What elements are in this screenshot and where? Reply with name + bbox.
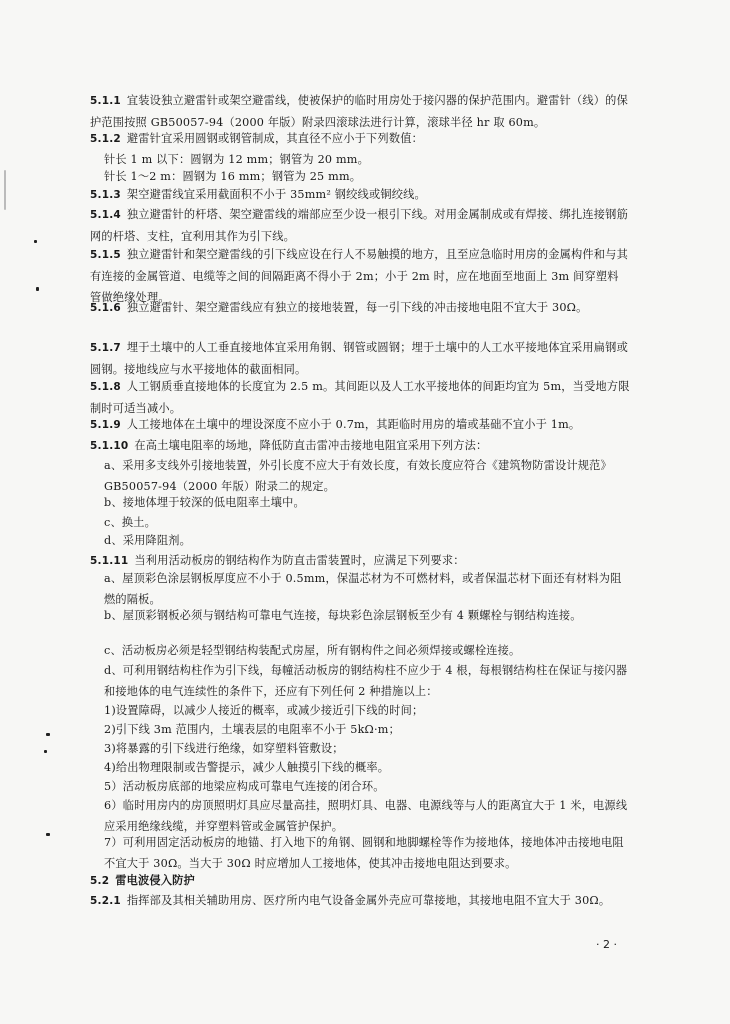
section-title: 雷电波侵入防护 xyxy=(115,873,195,887)
clause-number: 5.1.4 xyxy=(90,209,121,221)
clause-text: 3)将暴露的引下线进行绝缘，如穿塑料管敷设； xyxy=(104,742,344,755)
clause-item-b xyxy=(104,605,630,626)
clause-text: 针长 1～2 m：圆钢为 16 mm；钢管为 25 mm。 xyxy=(104,170,362,183)
clause-item-d xyxy=(104,660,630,702)
clause-text: c、活动板房必须是轻型钢结构装配式房屋，所有钢构件之间必须焊接或螺栓连接。 xyxy=(104,644,521,657)
clause-text: b、屋顶彩钢板必须与钢结构可靠电气连接，每块彩色涂层钢板至少有 4 颗螺栓与钢结构连接。 xyxy=(104,609,582,622)
clause-item-a xyxy=(104,455,630,497)
clause-5-1-2 xyxy=(90,128,630,150)
clause-number: 5.2 xyxy=(90,875,110,887)
measure-6 xyxy=(104,795,630,837)
clause-number: 5.1.8 xyxy=(90,381,121,393)
scan-speck xyxy=(46,733,50,736)
clause-text: 2)引下线 3m 范围内，土壤表层的电阻率不小于 5kΩ·m； xyxy=(104,723,400,736)
clause-text: 独立避雷针的杆塔、架空避雷线的端部应至少设一根引下线。对用金属制成或有焊接、绑扎连接钢筋网的杆塔、支柱，宜利用其作为引下线。 xyxy=(90,208,628,243)
clause-number: 5.1.1 xyxy=(90,95,121,107)
clause-text: b、接地体埋于较深的低电阻率土壤中。 xyxy=(104,496,305,509)
scan-speck xyxy=(34,240,37,243)
clause-5-1-4 xyxy=(90,204,630,247)
clause-number: 5.1.2 xyxy=(90,133,121,145)
clause-text: 独立避雷针、架空避雷线应有独立的接地装置，每一引下线的冲击接地电阻不宜大于 30Ω。 xyxy=(126,301,588,314)
clause-text: a、屋顶彩色涂层钢板厚度应不小于 0.5mm，保温芯材为不可燃材料，或者保温芯材下面还有材料为阻燃的隔板。 xyxy=(104,572,622,606)
clause-text: 独立避雷针和架空避雷线的引下线应设在行人不易触摸的地方，且至应急临时用房的金属构件和与其有连接的金属管道、电缆等之间的间隔距离不得小于 2m；小于 2m 时，应在地面至地面上 3m 间穿塑料管做绝缘处理。 xyxy=(90,248,628,304)
measure-3 xyxy=(104,738,630,759)
clause-5-1-9 xyxy=(90,414,630,436)
clause-5-1-8 xyxy=(90,376,630,419)
clause-text: c、换土。 xyxy=(104,516,157,529)
clause-text: 在高土壤电阻率的场地，降低防直击雷冲击接地电阻宜采用下列方法： xyxy=(134,439,488,452)
clause-5-1-3 xyxy=(90,184,630,206)
scan-edge-mark xyxy=(4,170,6,210)
scan-speck xyxy=(46,833,50,836)
clause-text: 针长 1 m 以下：圆钢为 12 mm；钢管为 20 mm。 xyxy=(104,153,369,166)
clause-text: 避雷针宜采用圆钢或钢管制成，其直径不应小于下列数值： xyxy=(126,132,423,145)
clause-text: 当利用活动板房的钢结构作为防直击雷装置时，应满足下列要求： xyxy=(134,554,465,567)
clause-item-c xyxy=(104,640,630,661)
measure-2 xyxy=(104,719,630,740)
clause-text: d、可利用钢结构柱作为引下线，每幢活动板房的钢结构柱不应少于 4 根，每根钢结构柱在保证与接闪器和接地体的电气连续性的条件下，还应有下列任何 2 种措施以上： xyxy=(104,664,628,698)
clause-5-1-1 xyxy=(90,90,630,133)
clause-text: 1)设置障碍，以减少人接近的概率，或减少接近引下线的时间； xyxy=(104,704,424,717)
clause-text: 架空避雷线宜采用截面积不小于 35mm² 钢绞线或铜绞线。 xyxy=(126,188,426,201)
scan-speck xyxy=(36,287,39,291)
clause-item-b xyxy=(104,492,630,513)
clause-text: 埋于土壤中的人工垂直接地体宜采用角钢、钢管或圆钢；埋于土壤中的人工水平接地体宜采用扁钢或圆钢。接地线应与水平接地体的截面相同。 xyxy=(90,341,628,376)
clause-text: 7）可利用固定活动板房的地锚、打入地下的角钢、圆钢和地脚螺栓等作为接地体，接地体冲击接地电阻不宜大于 30Ω。当大于 30Ω 时应增加人工接地体，使其冲击接地电阻达到要求。 xyxy=(104,836,624,870)
scan-speck xyxy=(44,750,47,753)
page-number: · 2 · xyxy=(596,938,617,951)
measure-4 xyxy=(104,757,630,778)
clause-5-1-7 xyxy=(90,337,630,380)
clause-text: 指挥部及其相关辅助用房、医疗所内电气设备金属外壳应可靠接地，其接地电阻不宜大于 30Ω。 xyxy=(126,894,611,907)
clause-number: 5.1.9 xyxy=(90,419,121,431)
clause-item-d xyxy=(104,530,630,551)
clause-text: d、采用降阻剂。 xyxy=(104,534,192,547)
clause-number: 5.1.7 xyxy=(90,342,121,354)
clause-number: 5.1.3 xyxy=(90,189,121,201)
clause-number: 5.1.6 xyxy=(90,302,121,314)
measure-1 xyxy=(104,700,630,721)
clause-5-2-1 xyxy=(90,890,630,912)
clause-number: 5.2.1 xyxy=(90,895,121,907)
clause-text: a、采用多支线外引接地装置，外引长度不应大于有效长度，有效长度应符合《建筑物防雷设计规范》GB50057-94（2000 年版）附录二的规定。 xyxy=(104,459,612,493)
clause-text: 4)给出物理限制或告警提示，减少人触摸引下线的概率。 xyxy=(104,761,390,774)
clause-number: 5.1.11 xyxy=(90,555,129,567)
section-5-2-heading xyxy=(90,870,630,892)
clause-number: 5.1.10 xyxy=(90,440,129,452)
measure-5 xyxy=(104,776,630,797)
clause-text: 6）临时用房内的房顶照明灯具应尽量高挂，照明灯具、电器、电源线等与人的距离宜大于 1 米，电源线应采用绝缘线缆，并穿塑料管或金属管护保护。 xyxy=(104,799,628,833)
clause-text: 人工钢质垂直接地体的长度宜为 2.5 m。其间距以及人工水平接地体的间距均宜为 5m，当受地方限制时可适当减小。 xyxy=(90,380,630,415)
clause-text: 人工接地体在土壤中的埋设深度不应小于 0.7m，其距临时用房的墙或基础不宜小于 1m。 xyxy=(126,418,581,431)
clause-5-1-10 xyxy=(90,435,630,457)
clause-number: 5.1.5 xyxy=(90,249,121,261)
clause-text: 5）活动板房底部的地梁应构成可靠电气连接的闭合环。 xyxy=(104,780,385,793)
clause-5-1-6 xyxy=(90,297,630,319)
measure-7 xyxy=(104,832,630,874)
clause-item-a xyxy=(104,568,630,610)
clause-text: 宜装设独立避雷针或架空避雷线，使被保护的临时用房处于接闪器的保护范围内。避雷针（线）的保护范围按照 GB50057-94（2000 年版）附录四滚球法进行计算，滚球半径 hr 取 60m。 xyxy=(90,94,628,129)
